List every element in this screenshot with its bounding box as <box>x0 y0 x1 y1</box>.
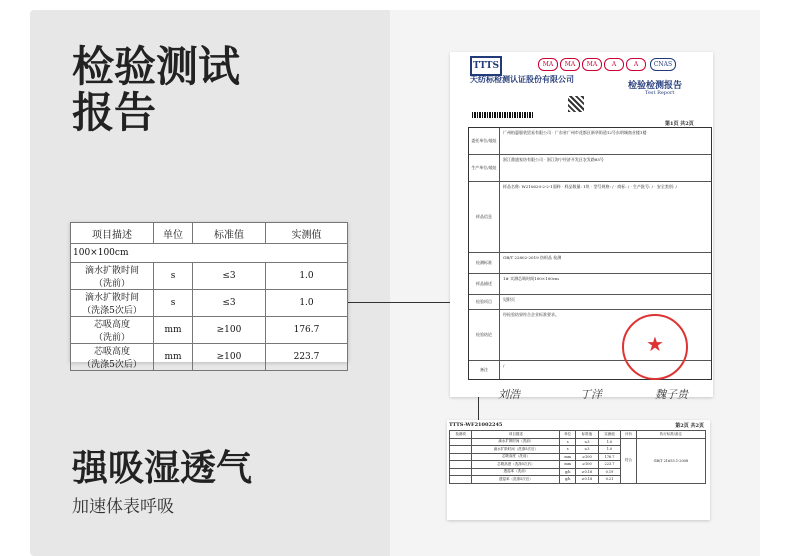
row-item: 滴水扩散时间 （洗前） <box>71 263 154 290</box>
cell: ≤3 <box>575 446 598 454</box>
col-header: 标准值 <box>575 431 598 439</box>
table-header <box>450 431 706 439</box>
cell: 1.0 <box>598 446 620 454</box>
field-row <box>469 295 711 310</box>
signature: 丁洋 <box>580 388 602 401</box>
field-value: 广州柏惠服装贸易有限公司 · 广东省广州市花都区新华街道12号东明城商业楼1楼 <box>503 130 647 135</box>
field-label: 生产单位/地址 <box>469 155 500 181</box>
verdict-cell: 符合 <box>621 438 637 483</box>
page-number: 第1页 共2页 <box>665 121 694 127</box>
field-row <box>469 128 711 155</box>
feature-headline: 强吸湿透气 <box>72 448 253 489</box>
field-value: 样品名称: W210620-2-2-1面料 · 样品数量: 1块 · 型号规格: / · 商标: / · 生产批号: / · 安全类别: / <box>503 184 677 189</box>
cal-cert-icon: A <box>604 58 624 71</box>
field-label: 备注 <box>469 361 500 379</box>
row-item: 滴水扩散时间 （洗涤5次后） <box>71 290 154 317</box>
row-standard: ≤3 <box>193 263 266 290</box>
col-header: 评价 <box>621 431 637 439</box>
table-row <box>71 263 348 290</box>
row-value: 223.7 <box>266 344 348 371</box>
header-unit: 单位 <box>154 223 193 244</box>
cell: 芯吸高度（洗前） <box>472 453 560 461</box>
row-value: 1.0 <box>266 290 348 317</box>
row-value: 176.7 <box>266 317 348 344</box>
table-row <box>450 438 706 446</box>
header-value: 实测值 <box>266 223 348 244</box>
header-item: 项目描述 <box>71 223 154 244</box>
table-row <box>71 290 348 317</box>
results-table <box>449 430 706 484</box>
cell: 芯吸高度（洗涤5次后） <box>472 461 560 469</box>
cma-cert-icon: MA <box>538 58 558 71</box>
col-header: 单位 <box>560 431 576 439</box>
field-label: 检验项目 <box>469 295 500 309</box>
cell: 223.7 <box>598 461 620 469</box>
cell: ≥100 <box>575 461 598 469</box>
field-row <box>469 182 711 253</box>
standard-cell: GB/T 21655.1-2008 <box>636 438 705 483</box>
row-unit: s <box>154 263 193 290</box>
qr-code-icon <box>568 96 584 112</box>
row-unit: mm <box>154 344 193 371</box>
section-label: 100×100cm <box>71 244 348 263</box>
issuer-company: 天纺标检测认证股份有限公司 <box>470 74 574 84</box>
table-row <box>71 317 348 344</box>
connector-line <box>348 302 450 303</box>
field-label: 检验结论 <box>469 310 500 360</box>
report-title-en: Test Report <box>645 90 675 96</box>
row-item: 芯吸高度 （洗前） <box>71 317 154 344</box>
cma-cert-icon: MA <box>560 58 580 71</box>
field-value: 浙江鼎盛家纺有限公司 · 浙江海宁经济开发区农发路85号 <box>503 157 604 162</box>
signature: 魏子贵 <box>655 388 688 401</box>
cell: g/h <box>560 476 576 484</box>
cell: 透湿率（洗前） <box>472 468 560 476</box>
cell: 滴水扩散时间（洗前） <box>472 438 560 446</box>
cell: g/h <box>560 468 576 476</box>
col-header: 项目描述 <box>472 431 560 439</box>
cell: s <box>560 446 576 454</box>
signature: 刘浩 <box>498 388 520 401</box>
star-icon: ★ <box>646 332 664 356</box>
ttts-logo: TTTS <box>470 56 502 76</box>
cell: ≥0.18 <box>575 468 598 476</box>
page-title: 检验测试 报告 <box>72 42 241 137</box>
field-label: 样品描述 <box>469 274 500 294</box>
table-row <box>71 344 348 371</box>
official-stamp <box>622 314 688 380</box>
cell: s <box>560 438 576 446</box>
feature-subtitle: 加速体表呼吸 <box>72 497 174 517</box>
report-number: TTTS-WF21002245 <box>449 422 503 428</box>
barcode-icon <box>472 112 534 118</box>
cell: 1.0 <box>598 438 620 446</box>
row-standard: ≤3 <box>193 290 266 317</box>
field-value: 1# 实测芯吸时间100×100cm <box>503 276 559 281</box>
field-label: 样品信息 <box>469 182 500 252</box>
page-number: 第2页 共2页 <box>675 423 704 429</box>
row-standard: ≥100 <box>193 344 266 371</box>
field-label: 委托单位/地址 <box>469 128 500 154</box>
cma-cert-icon: MA <box>582 58 602 71</box>
cell: ≤3 <box>575 438 598 446</box>
cell: 0.19 <box>598 468 620 476</box>
row-item: 芯吸高度 （洗涤5次后） <box>71 344 154 371</box>
cell: 透湿率（洗涤5次后） <box>472 476 560 484</box>
test-report-page-2 <box>447 420 710 520</box>
col-header: 执行标准/备注 <box>636 431 705 439</box>
zoomed-results-table <box>70 222 348 370</box>
cell: 176.7 <box>598 453 620 461</box>
test-report-page-1 <box>450 52 713 401</box>
col-header: 实测值 <box>598 431 620 439</box>
row-unit: s <box>154 290 193 317</box>
col-header: 检测项 <box>450 431 472 439</box>
cell: mm <box>560 453 576 461</box>
field-row <box>469 155 711 182</box>
row-value: 1.0 <box>266 263 348 290</box>
cell: ≥0.18 <box>575 476 598 484</box>
cnas-cert-icon: CNAS <box>650 58 676 71</box>
field-value: 见附页 <box>503 297 515 302</box>
field-label: 检测标准 <box>469 253 500 273</box>
cell: ≥100 <box>575 453 598 461</box>
field-value: 经检验结果符合企业标准要求。 <box>503 312 559 317</box>
field-row <box>469 274 711 295</box>
cell: mm <box>560 461 576 469</box>
row-standard: ≥100 <box>193 317 266 344</box>
ilac-cert-icon: A <box>626 58 646 71</box>
report-title: 检验检测报告 <box>628 81 683 91</box>
field-row <box>469 253 711 274</box>
header-standard: 标准值 <box>193 223 266 244</box>
field-value: / <box>503 363 505 368</box>
row-unit: mm <box>154 317 193 344</box>
field-value: GB/T 22802-2019 纺织品 检测 <box>503 255 562 260</box>
cell: 滴水扩散时间（洗涤5次后） <box>472 446 560 454</box>
cell: 0.21 <box>598 476 620 484</box>
